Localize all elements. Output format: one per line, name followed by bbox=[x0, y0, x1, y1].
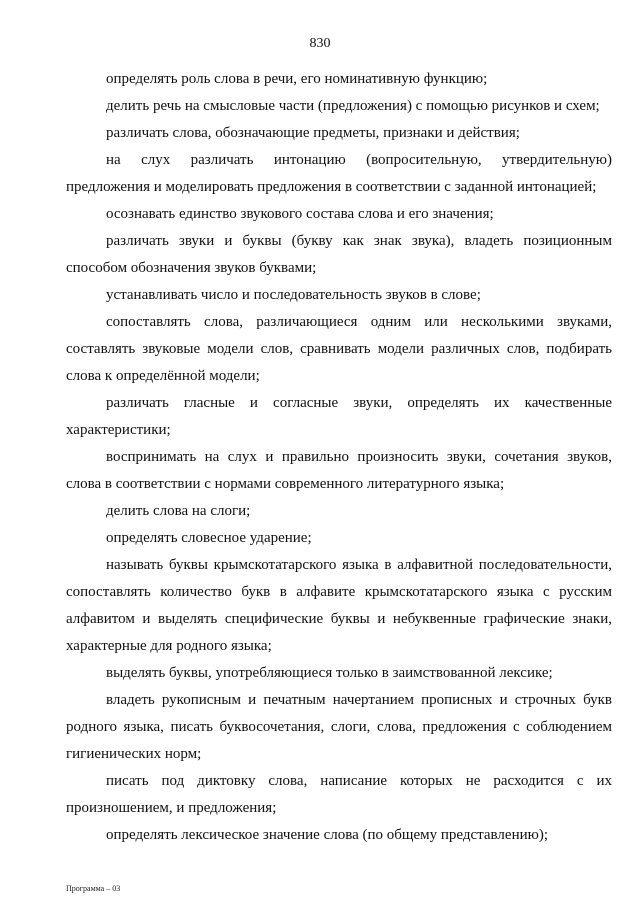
paragraph: выделять буквы, употребляющиеся только в заимствованной лексике; bbox=[106, 665, 553, 681]
paragraph: различать звуки и буквы (букву как знак звука), владеть позиционным способом обозначения звуков буквами; bbox=[66, 233, 612, 276]
paragraph: делить слова на слоги; bbox=[106, 503, 251, 519]
paragraph: устанавливать число и последовательность звуков в слове; bbox=[106, 287, 481, 303]
paragraph: определять словесное ударение; bbox=[106, 530, 312, 546]
paragraph: называть буквы крымскотатарского языка в алфавитной последовательности, сопоставлять количество букв в алфавите крымскотатарского языка с русским алфавитом и выделять специфические буквы и небуквенные графические знаки, характерные для родного языка; bbox=[66, 557, 612, 654]
paragraph: различать слова, обозначающие предметы, признаки и действия; bbox=[106, 125, 520, 141]
paragraph: владеть рукописным и печатным начертанием прописных и строчных букв родного языка, писать буквосочетания, слоги, слова, предложения с соблюдением гигиенических норм; bbox=[66, 692, 612, 762]
paragraph: писать под диктовку слова, написание которых не расходится с их произношением, и предложения; bbox=[66, 773, 612, 816]
paragraph: различать гласные и согласные звуки, определять их качественные характеристики; bbox=[66, 395, 612, 438]
paragraph: на слух различать интонацию (вопросительную, утвердительную) предложения и моделировать предложения в соответствии с заданной интонацией; bbox=[66, 152, 612, 195]
page-number: 830 bbox=[309, 36, 331, 51]
paragraph: осознавать единство звукового состава слова и его значения; bbox=[106, 206, 494, 222]
paragraph: воспринимать на слух и правильно произносить звуки, сочетания звуков, слова в соответствии с нормами современного литературного языка; bbox=[66, 449, 612, 492]
footer-label: Программа – 03 bbox=[66, 884, 121, 893]
page-content bbox=[66, 66, 612, 849]
paragraph: сопоставлять слова, различающиеся одним или несколькими звуками, составлять звуковые модели слов, сравнивать модели различных слов, подбирать слова к определённой модели; bbox=[66, 314, 612, 384]
paragraph: определять роль слова в речи, его номинативную функцию; bbox=[106, 71, 488, 87]
paragraph: делить речь на смысловые части (предложения) с помощью рисунков и схем; bbox=[106, 98, 600, 114]
paragraph: определять лексическое значение слова (по общему представлению); bbox=[106, 827, 548, 843]
